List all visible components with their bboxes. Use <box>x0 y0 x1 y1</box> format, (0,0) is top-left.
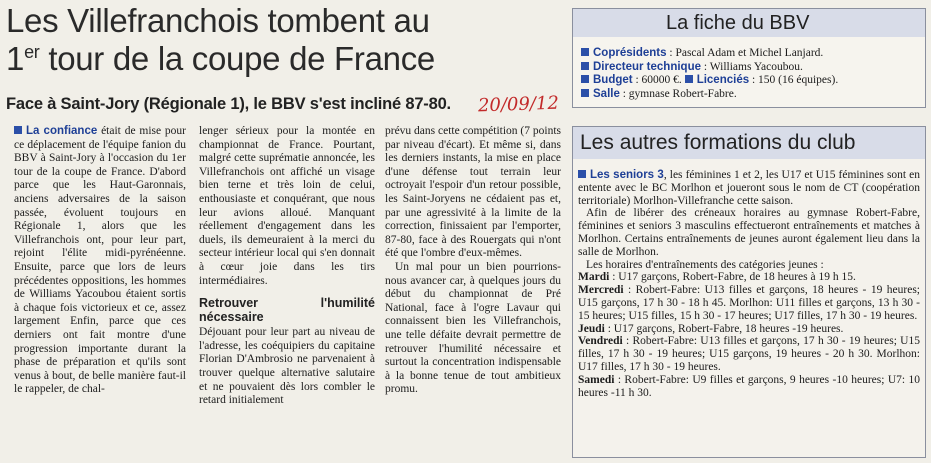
fiche-title: La fiche du BBV <box>573 9 925 37</box>
fiche-copresidents: Coprésidents : Pascal Adam et Michel Lanjard. <box>581 47 921 61</box>
formations-body <box>578 169 920 399</box>
formations-box <box>572 126 926 458</box>
schedule-jeudi: Jeudi : U17 garçons, Robert-Fabre, 18 heures -19 heures. <box>578 322 844 335</box>
article-col1-text: était de mise pour ce déplacement de l'équipe fanion du BBV à Saint-Jory à l'occasion du 1er tour de la coupe de France. D'abord parce que les Haut-Garonnais, anciens adversaires de la saison passée, évoluent toujours en Régionale 1, alors que les Villefranchois ont, pour leur part, rejoint l'élite midi-pyrénéenne. Ensuite, parce que lors de leurs précédentes oppositions, les hommes de Williams Yacoubou étaient sortis à chaque fois victorieux et ce, assez largement Enfin, parce que ces derniers ont fait montre d'une progression importante durant la phase de préparation et qu'ils sont venus à bout, de belle manière faut-il le rappeler, de chal- <box>14 125 186 396</box>
article-col3-text-b: Un mal pour un bien pourrions-nous avancer car, à quelques jours du début du championnat de Pré National, face à l'ogre Lavaur qui connaissent bien les Villefranchois, une telle défaite devrait permettre de retrouver l'humilité nécessaire et surtout la concentration indispensable à la bonne tenue de tout ambitieux promu. <box>385 260 561 396</box>
bullet-square-icon <box>581 89 589 97</box>
fiche-directeur: Directeur technique : Williams Yacoubou. <box>581 61 921 75</box>
article-col2-text-a: lenger sérieux pour la montée en championnat de France. Pourtant, malgré cette suprématie annoncée, les Villefranchois ont affiché un visage bien terne et très loin de celui, enthousiaste et conquérant, que nous leur avions alloué. Manquant réellement d'engagement dans les duels, ils demeuraient à la merci du secteur intérieur local qui s'en donnait à cœur joie dans les tirs intermédiaires. <box>199 125 375 287</box>
schedule-samedi: Samedi : Robert-Fabre: U9 filles et garçons, 9 heures -10 heures; U7: 10 heures -11 h 30. <box>578 373 920 399</box>
headline <box>6 2 566 78</box>
schedule-mercredi: Mercredi : Robert-Fabre: U13 filles et garçons, 18 heures - 19 heures; U15 garçons, 17 h 30 - 18 h 45. Morlhon: U11 filles et garçons, 13 h 30 - 15 heures; U15 filles, 15 h 30 - 17 heures; U17 filles, 17 h 30 - 19 heures. <box>578 284 920 322</box>
formations-title: Les autres formations du club <box>573 127 925 159</box>
formations-lead-label: Les seniors 3 <box>590 169 664 181</box>
bullet-square-icon <box>578 170 586 178</box>
headline-line1: Les Villefranchois tombent au <box>6 2 430 39</box>
schedule-mardi: Mardi : U17 garçons, Robert-Fabre, de 18 heures à 19 h 15. <box>578 271 856 284</box>
article-column-3 <box>385 125 561 397</box>
fiche-lines <box>581 47 921 101</box>
article-lead-label: La confiance <box>26 125 98 137</box>
headline-line2: 1er tour de la coupe de France <box>6 40 435 77</box>
formations-intro: , les féminines 1 et 2, les U17 et U15 féminines sont en entente avec le BC Morlhon et joueront sous le nom de CT (coopération territoriale) Morlhon-Villefranche cette saison. <box>578 169 921 207</box>
article-column-2 <box>199 125 375 408</box>
formations-para3: Les horaires d'entraînements des catégories jeunes : <box>586 258 824 271</box>
fiche-budget-licencies: Budget : 60000 €. Licenciés : 150 (16 équipes). <box>581 74 921 88</box>
handwritten-date: 20/09/12 <box>477 92 560 117</box>
bullet-square-icon <box>685 75 693 83</box>
bullet-square-icon <box>581 48 589 56</box>
subtitle: Face à Saint-Jory (Régionale 1), le BBV s'est incliné 87-80. <box>6 95 451 113</box>
fiche-salle: Salle : gymnase Robert-Fabre. <box>581 88 921 102</box>
bullet-square-icon <box>581 75 589 83</box>
article-col3-text-a: prévu dans cette compétition (7 points par niveau d'écart). Et même si, dans les derniers instants, la mise en place d'une défense tout terrain leur octroyait l'espoir d'un retour possible, les Saint-Joryens ne cédaient pas et, par une agressivité à la limite de la correction, finissaient par l'emporter, 87-80, face à des Rouergats qui n'ont été que l'ombre d'eux-mêmes. <box>385 125 561 260</box>
bullet-square-icon <box>581 62 589 70</box>
bullet-square-icon <box>14 126 22 134</box>
article-subheading: Retrouver l'humilité nécessaire <box>199 296 375 325</box>
article-col2-text-b: Déjouant pour leur part au niveau de l'adresse, les coéquipiers du capitaine Florian D'Ambrosio ne parvenaient à trouver quelque alternative salutaire et ne pouvaient dès lors combler le retard initialement <box>199 326 375 407</box>
formations-para2: Afin de libérer des créneaux horaires au gymnase Robert-Fabre, féminines et seniors 3 masculins effectueront entraînements et matches à Morlhon. Certains entraînements de jeunes auront également lieu dans la salle de Morlhon. <box>578 207 920 258</box>
article-column-1 <box>14 125 186 397</box>
fiche-box <box>572 8 926 108</box>
schedule-vendredi: Vendredi : Robert-Fabre: U13 filles et garçons, 17 h 30 - 19 heures; U15 filles, 17 h 30 - 19 heures; U15 garçons, 19 heures - 20 h 30. Morlhon: U17 filles, 17 h 30 - 19 heures. <box>578 335 920 373</box>
